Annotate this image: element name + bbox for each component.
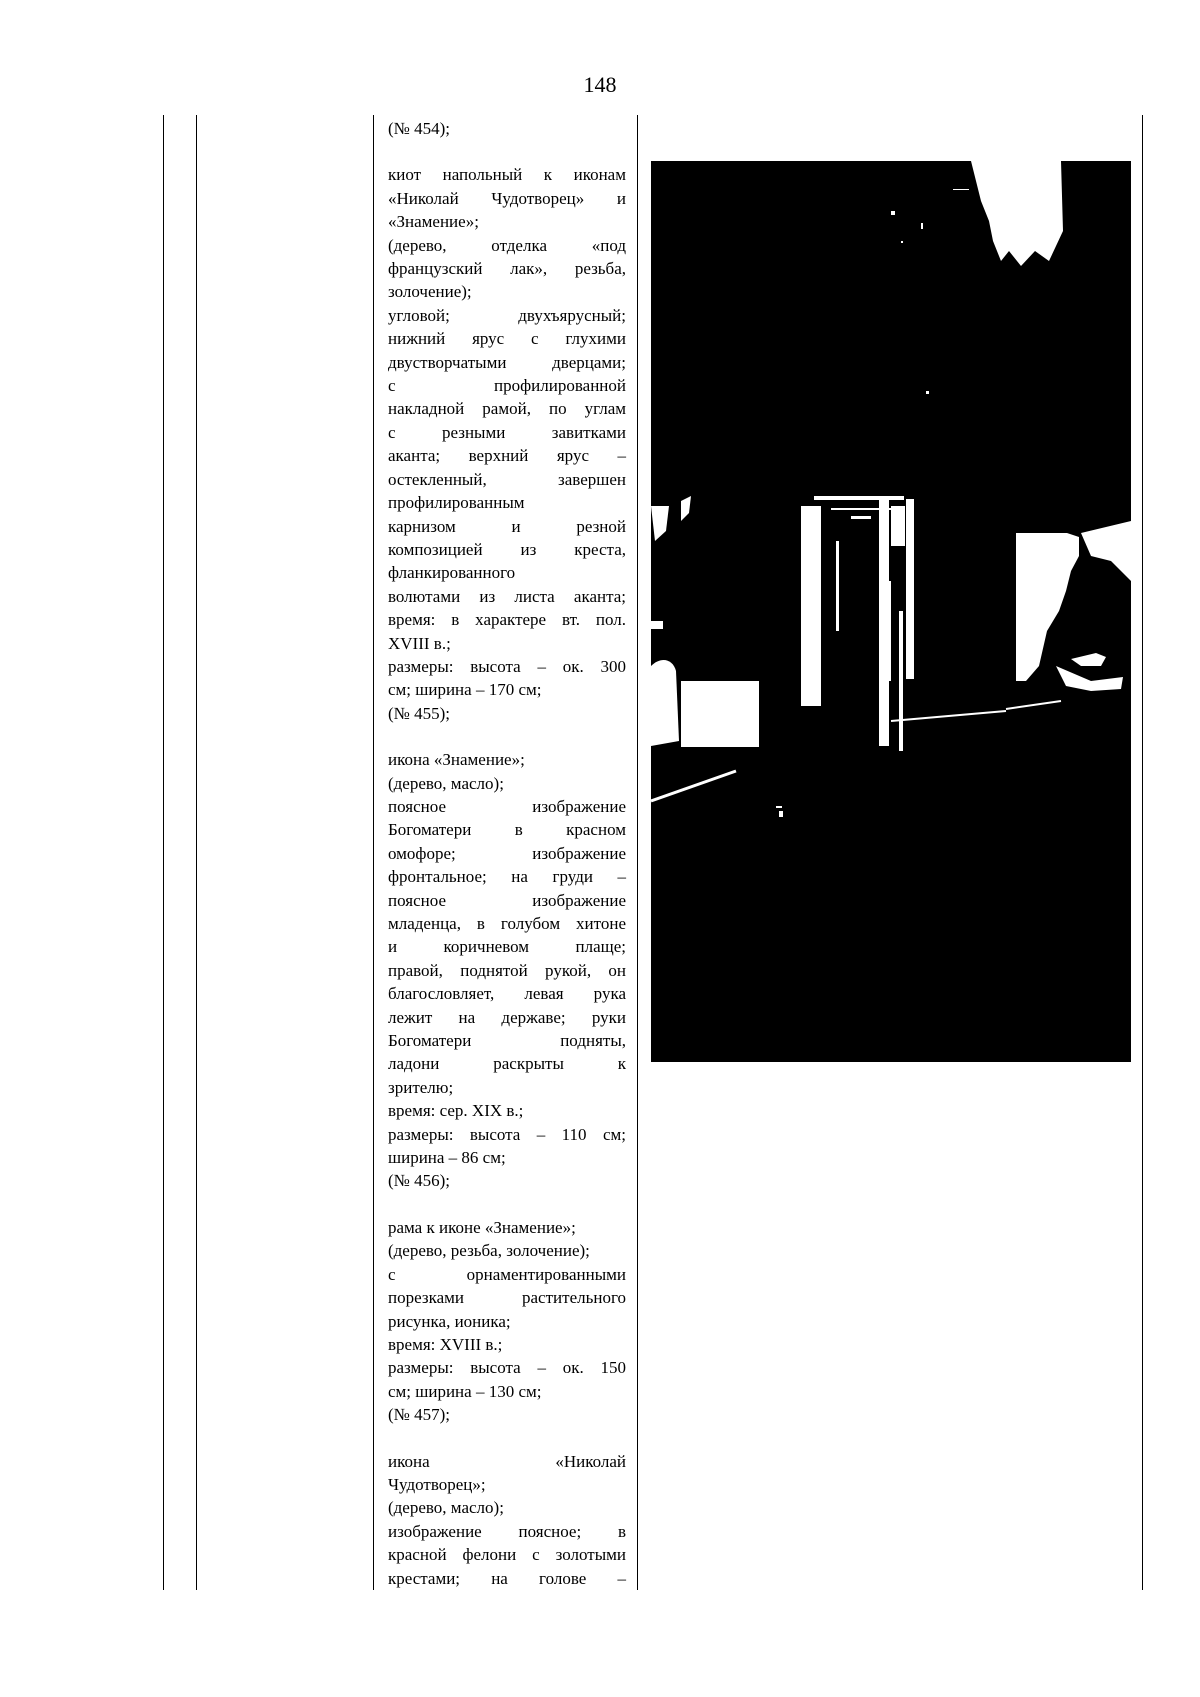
text-line: красной фелони с золотыми xyxy=(388,1545,626,1565)
text-line: крестами; на голове – xyxy=(388,1568,626,1588)
description-column xyxy=(388,117,626,1613)
text-line: (дерево, отделка «под xyxy=(388,235,626,255)
text-line: (№ 455); xyxy=(388,703,451,723)
text-line: см; ширина – 130 см; xyxy=(388,1381,542,1401)
text-line: фланкированного xyxy=(388,563,516,583)
text-line: киот напольный к иконам xyxy=(388,165,626,185)
text-line: размеры: высота – ок. 150 xyxy=(388,1358,626,1378)
table-border-col2 xyxy=(373,115,374,1590)
text-line: (дерево, резьба, золочение); xyxy=(388,1241,590,1261)
text-line: накладной рамой, по углам xyxy=(388,399,626,419)
entry-455-kiot xyxy=(388,163,626,725)
text-line: «Николай Чудотворец» и xyxy=(388,188,626,208)
text-line: см; ширина – 170 см; xyxy=(388,680,542,700)
text-line: время: сер. XIX в.; xyxy=(388,1101,524,1121)
text-line: остекленный, завершен xyxy=(388,469,626,489)
text-line: волютами из листа аканта; xyxy=(388,586,626,606)
text-line: (дерево, масло); xyxy=(388,1498,504,1518)
text-line: рисунка, ионика; xyxy=(388,1311,511,1331)
text-line: поясное изображение xyxy=(388,890,626,910)
entry-456-icon-znamenie xyxy=(388,748,626,1193)
text-line: размеры: высота – ок. 300 xyxy=(388,656,626,676)
text-line: правой, поднятой рукой, он xyxy=(388,960,626,980)
text-line: с резными завитками xyxy=(388,422,626,442)
text-line: (№ 456); xyxy=(388,1171,451,1191)
entry-457-frame xyxy=(388,1216,626,1427)
text-line: время: XVIII в.; xyxy=(388,1334,503,1354)
table-border-col3 xyxy=(637,115,638,1590)
text-line: (№ 457); xyxy=(388,1405,451,1425)
text-line: ширина – 86 см; xyxy=(388,1148,506,1168)
text-line: рама к иконе «Знамение»; xyxy=(388,1217,576,1237)
text-line: нижний ярус с глухими xyxy=(388,329,626,349)
text-line: (№ 454); xyxy=(388,119,451,138)
text-line: младенца, в голубом хитоне xyxy=(388,914,626,933)
text-line: аканта; верхний ярус – xyxy=(388,446,626,466)
entry-458-icon-nikolai xyxy=(388,1450,626,1590)
table-border-col1 xyxy=(196,115,197,1590)
text-line: поясное изображение xyxy=(388,796,626,816)
page-number: 148 xyxy=(583,72,617,97)
text-line: французский лак», резьба, xyxy=(388,259,626,279)
kiot-photo-image xyxy=(651,161,1131,1062)
text-line: золочение); xyxy=(388,282,472,302)
text-line: и коричневом плаще; xyxy=(388,937,626,957)
text-line: изображение поясное; в xyxy=(388,1521,626,1541)
text-line: омофоре; изображение xyxy=(388,843,626,863)
text-line: благословляет, левая рука xyxy=(388,984,626,1004)
text-line: Богоматери подняты, xyxy=(388,1031,626,1051)
kiot-photo xyxy=(651,161,1131,1062)
text-line: (дерево, масло); xyxy=(388,773,504,793)
text-line: зрителю; xyxy=(388,1077,454,1097)
text-line: «Знамение»; xyxy=(388,212,479,232)
text-line: карнизом и резной xyxy=(388,516,626,536)
text-line: двустворчатыми дверцами; xyxy=(388,352,626,372)
table-border-right xyxy=(1142,115,1143,1590)
text-line: с орнаментированными xyxy=(388,1264,626,1284)
text-line: порезками растительного xyxy=(388,1288,626,1308)
text-line: профилированным xyxy=(388,493,525,513)
text-line: Богоматери в красном xyxy=(388,820,626,840)
text-line: размеры: высота – 110 см; xyxy=(388,1124,626,1144)
text-line: угловой; двухъярусный; xyxy=(388,305,626,325)
text-line: Чудотворец»; xyxy=(388,1474,486,1494)
text-line: икона «Знамение»; xyxy=(388,750,525,770)
table-border-left xyxy=(163,115,164,1590)
text-line: XVIII в.; xyxy=(388,633,451,653)
text-line: икона «Николай xyxy=(388,1451,626,1471)
text-line: композицией из креста, xyxy=(388,539,626,559)
text-line: ладони раскрыты к xyxy=(388,1054,626,1074)
text-line: время: в характере вт. пол. xyxy=(388,610,626,630)
text-line: фронтальное; на груди – xyxy=(388,867,626,887)
entry-454-end xyxy=(388,117,626,140)
text-line: лежит на державе; руки xyxy=(388,1007,626,1027)
text-line: с профилированной xyxy=(388,376,626,396)
